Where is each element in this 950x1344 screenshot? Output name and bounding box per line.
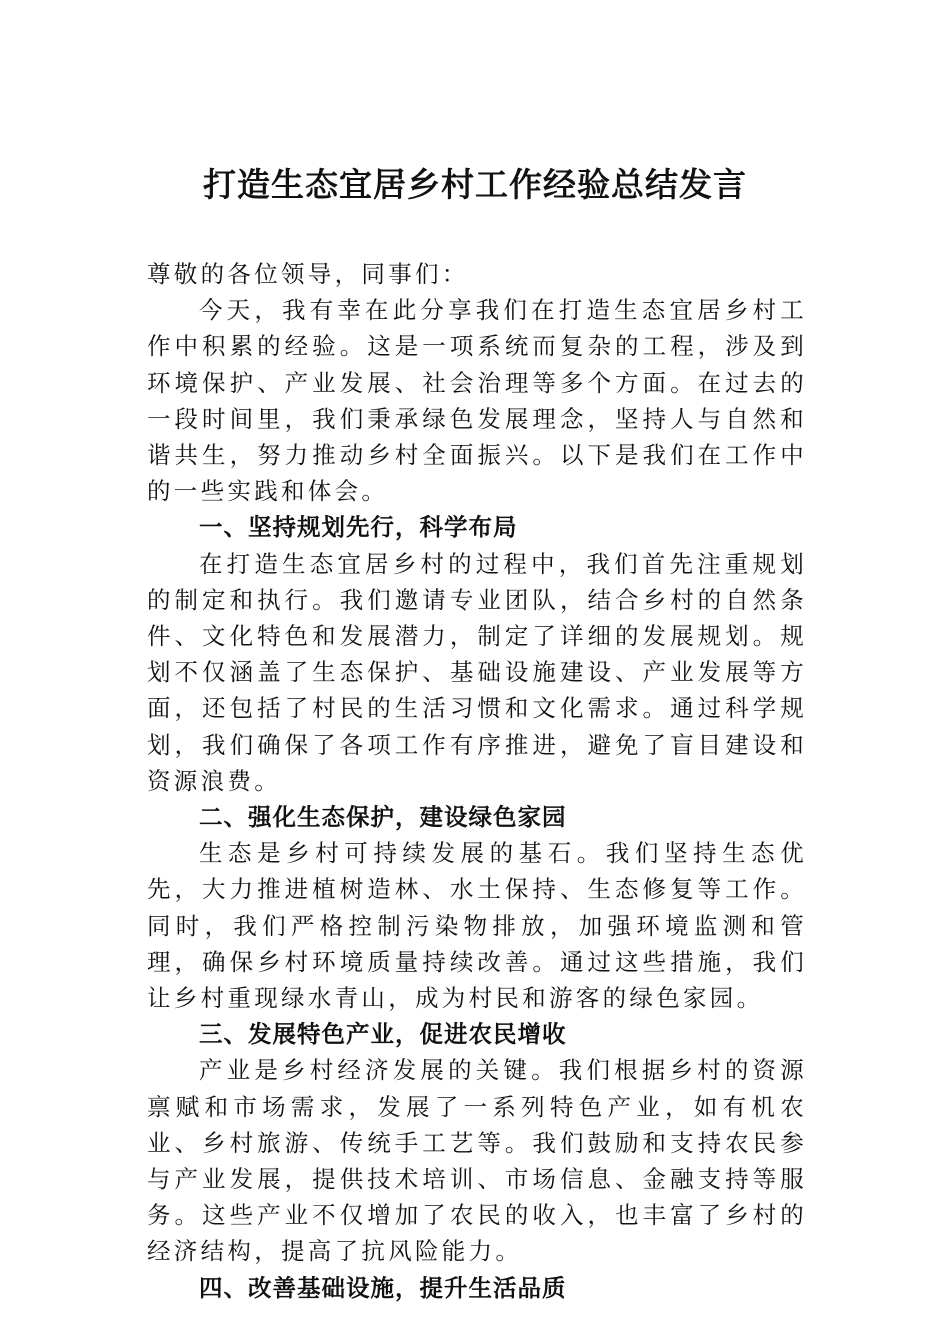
document-title: 打造生态宜居乡村工作经验总结发言 [203, 165, 747, 204]
section-heading-4: 四、改善基础设施，提升生活品质 [199, 1273, 567, 1302]
section-paragraph-3: 产业是乡村经济发展的关键。我们根据乡村的资源禀赋和市场需求，发展了一系列特色产业，如有机农业、乡村旅游、传统手工艺等。我们鼓励和支持农民参与产业发展，提供技术培训、市场信息、金融支持等服务。这些产业不仅增加了农民的收入，也丰富了乡村的经济结构，提高了抗风险能力。 [147, 1056, 807, 1266]
document-body [147, 256, 807, 1306]
section-paragraph-2: 生态是乡村可持续发展的基石。我们坚持生态优先，大力推进植树造林、水土保持、生态修复等工作。同时，我们严格控制污染物排放，加强环境监测和管理，确保乡村环境质量持续改善。通过这些措施，我们让乡村重现绿水青山，成为村民和游客的绿色家园。 [147, 839, 807, 1013]
section-heading-3: 三、发展特色产业，促进农民增收 [199, 1020, 567, 1049]
section-heading-2: 二、强化生态保护，建设绿色家园 [199, 803, 567, 832]
salutation: 尊敬的各位领导，同事们： [147, 260, 469, 288]
section-heading-1: 一、坚持规划先行，科学布局 [199, 513, 518, 542]
section-paragraph-1: 在打造生态宜居乡村的过程中，我们首先注重规划的制定和执行。我们邀请专业团队，结合乡村的自然条件、文化特色和发展潜力，制定了详细的发展规划。规划不仅涵盖了生态保护、基础设施建设、产业发展等方面，还包括了村民的生活习惯和文化需求。通过科学规划，我们确保了各项工作有序推进，避免了盲目建设和资源浪费。 [147, 549, 807, 795]
intro-paragraph: 今天，我有幸在此分享我们在打造生态宜居乡村工作中积累的经验。这是一项系统而复杂的工程，涉及到环境保护、产业发展、社会治理等多个方面。在过去的一段时间里，我们秉承绿色发展理念，坚持人与自然和谐共生，努力推动乡村全面振兴。以下是我们在工作中的一些实践和体会。 [147, 296, 807, 506]
